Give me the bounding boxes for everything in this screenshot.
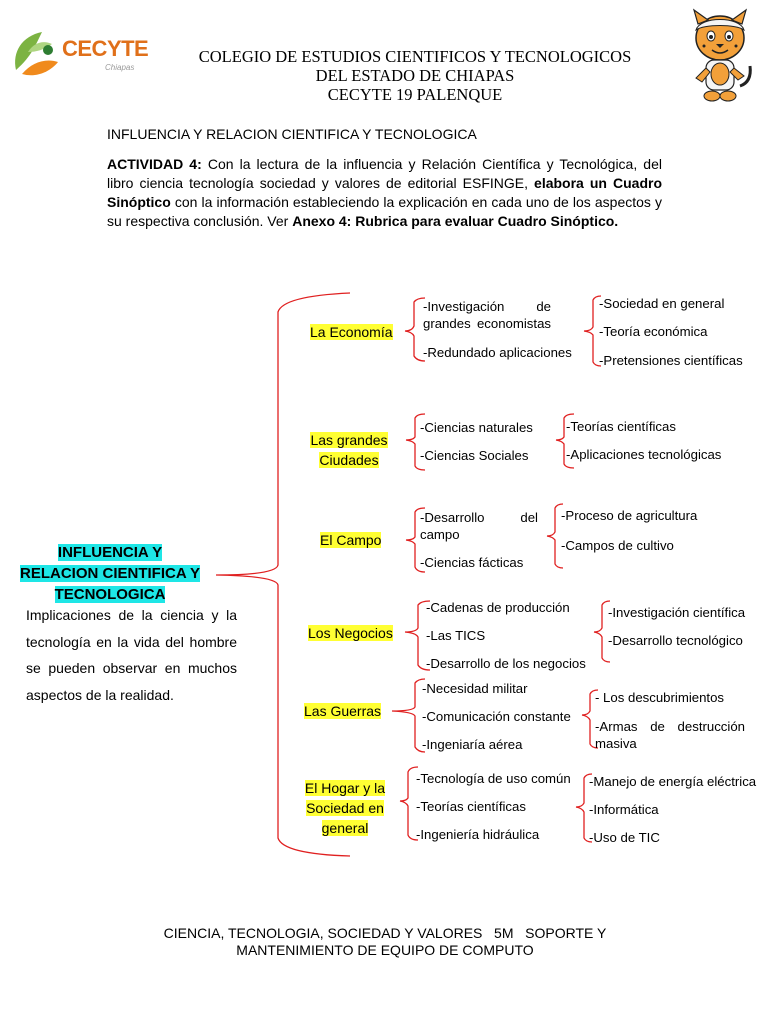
category-ciudades-line-1: Las grandes	[310, 432, 388, 448]
hogar-sub-2: -Informática	[589, 802, 659, 817]
ciudades-sub-2: -Aplicaciones tecnológicas	[566, 447, 722, 462]
guerras-item-3: -Ingeniaría aérea	[422, 737, 523, 752]
negocios-sub-1: -Investigación científica	[608, 605, 746, 620]
economia-sub-1: -Sociedad en general	[599, 296, 725, 311]
category-negocios-label: Los Negocios	[308, 625, 393, 641]
category-economia	[310, 322, 393, 342]
category-campo	[320, 530, 381, 550]
category-negocios	[308, 623, 393, 643]
category-economia-label: La Economía	[310, 324, 393, 340]
document-subtitle: INFLUENCIA Y RELACION CIENTIFICA Y TECNOLOGICA	[107, 126, 477, 142]
ciudades-sub-1: -Teorías científicas	[566, 419, 676, 434]
economia-sub-3: -Pretensiones científicas	[599, 353, 743, 368]
negocios-item-2: -Las TICS	[426, 628, 486, 643]
negocios-item-1: -Cadenas de producción	[426, 600, 570, 615]
bracket-economia	[405, 298, 425, 361]
logo-brand-text: CECYTE	[62, 36, 149, 61]
main-title-line-3: TECNOLOGICA	[54, 586, 166, 603]
header-line-2: DEL ESTADO DE CHIAPAS	[315, 66, 515, 85]
header-line-1: COLEGIO DE ESTUDIOS CIENTIFICOS Y TECNOLOGICOS	[198, 47, 632, 66]
main-title	[2, 542, 218, 605]
main-title-line-2: RELACION CIENTIFICA Y	[19, 565, 200, 582]
guerras-sub-2: -Armas de destrucción masiva	[595, 719, 745, 751]
hogar-item-2: -Teorías científicas	[416, 799, 526, 814]
campo-item-2: -Ciencias fácticas	[420, 555, 524, 570]
category-campo-label: El Campo	[320, 532, 382, 548]
footer-line-2: MANTENIMIENTO DE EQUIPO DE COMPUTO	[236, 942, 534, 958]
header-line-3: CECYTE 19 PALENQUE	[327, 85, 503, 104]
main-title-line-1: INFLUENCIA Y	[57, 544, 163, 561]
campo-item-1: -Desarrollo del campo	[420, 510, 538, 542]
category-ciudades	[306, 430, 392, 470]
logo-sub-text: Chiapas	[105, 63, 135, 72]
footer-line-1: CIENCIA, TECNOLOGIA, SOCIEDAD Y VALORES 5M SOPORTE Y	[163, 925, 607, 941]
category-hogar-line-3: general	[321, 820, 369, 836]
ciudades-item-2: -Ciencias Sociales	[420, 448, 529, 463]
activity-text-1: Con la lectura de la influencia y Relación Científica y Tecnológica, del libro ciencia tecnología sociedad y valores de editorial ESFINGE,	[107, 156, 662, 191]
hogar-item-1: -Tecnología de uso común	[416, 771, 571, 786]
activity-bold-2: Anexo 4: Rubrica para evaluar Cuadro Sinóptico.	[292, 213, 619, 229]
activity-label: ACTIVIDAD 4:	[107, 156, 202, 172]
category-hogar-line-2: Sociedad en	[306, 800, 384, 816]
guerras-sub-1: - Los descubrimientos	[595, 690, 725, 705]
economia-item-2: -Redundado aplicaciones	[423, 345, 572, 360]
category-hogar-line-1: El Hogar y la	[304, 780, 386, 796]
negocios-item-3: -Desarrollo de los negocios	[426, 656, 586, 671]
hogar-sub-3: -Uso de TIC	[589, 830, 660, 845]
category-guerras	[304, 701, 381, 721]
hogar-item-3: -Ingeniería hidráulica	[416, 827, 540, 842]
activity-bold-1: elabora un Cuadro Sinóptico	[107, 175, 662, 210]
category-ciudades-line-2: Ciudades	[319, 452, 379, 468]
bracket-guerras	[392, 679, 425, 752]
page-footer	[100, 925, 670, 959]
campo-sub-1: -Proceso de agricultura	[561, 508, 698, 523]
guerras-item-1: -Necesidad militar	[422, 681, 528, 696]
economia-item-1: -Investigación de grandes economistas	[423, 299, 551, 331]
guerras-item-2: -Comunicación constante	[422, 709, 571, 724]
category-guerras-label: Las Guerras	[304, 703, 382, 719]
hogar-sub-1: -Manejo de energía eléctrica	[589, 774, 757, 789]
activity-text-2: con la información estableciendo la explicación en cada uno de los aspectos y su respectiva conclusión. Ver	[107, 194, 662, 229]
ciudades-item-1: -Ciencias naturales	[420, 420, 533, 435]
intro-paragraph: Implicaciones de la ciencia y la tecnología en la vida del hombre se pueden observar en muchos aspectos de la realidad.	[26, 607, 237, 703]
category-hogar	[300, 778, 390, 838]
campo-sub-2: -Campos de cultivo	[561, 538, 674, 553]
main-bracket	[216, 293, 350, 856]
economia-sub-2: -Teoría económica	[599, 324, 708, 339]
negocios-sub-2: -Desarrollo tecnológico	[608, 633, 743, 648]
